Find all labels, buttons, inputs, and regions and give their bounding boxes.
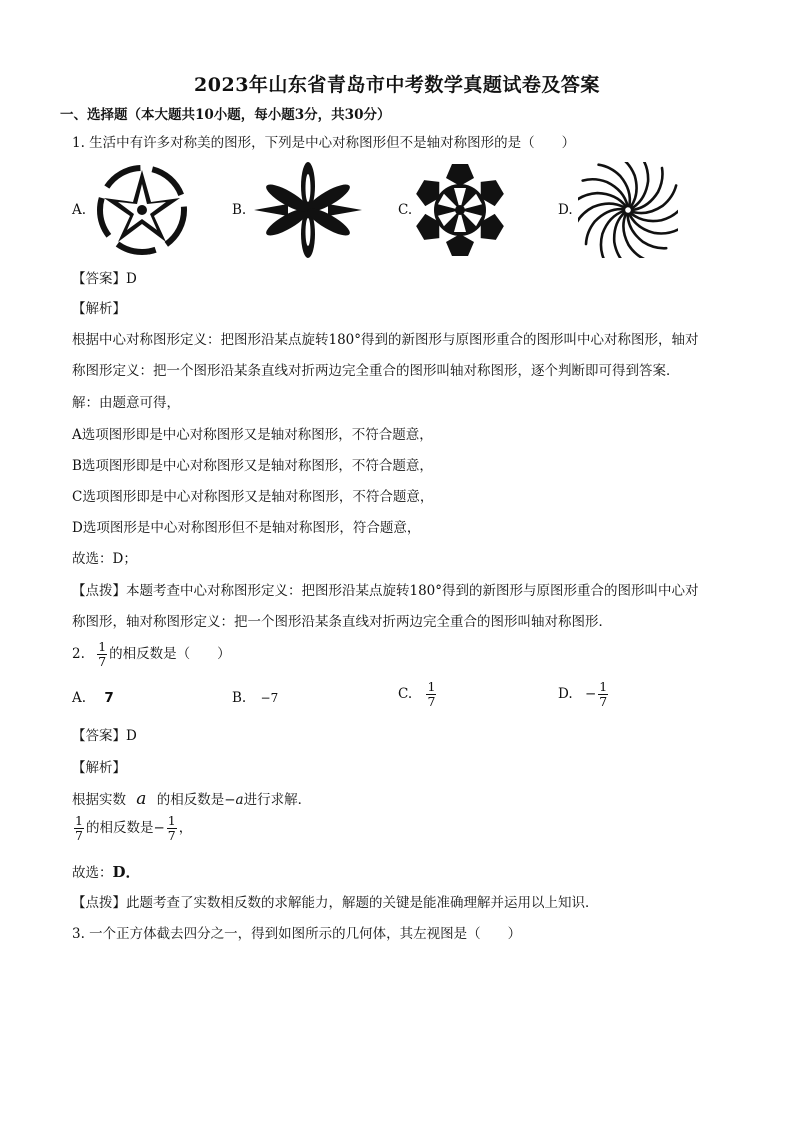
q1-choose: 故选：D；	[72, 551, 137, 567]
q1-analysis-line-2: 称图形定义：把一个图形沿某条直线对折两边完全重合的图形叫轴对称图形，逐个判断即可得到答案．	[72, 363, 680, 379]
q2-option-c: C. $\frac{1}{7}$	[398, 679, 436, 709]
q2-stem	[72, 640, 231, 669]
q1-option-a-label: A.	[72, 202, 87, 218]
q1-option-c-figure	[414, 162, 506, 258]
q1-option-b-figure	[252, 162, 364, 258]
q1-analysis-heading: 【解析】	[72, 301, 126, 317]
q1-point-line-1: 【点拨】本题考查中心对称图形定义：把图形沿某点旋转180°得到的新图形与原图形重合的图形叫中心对	[72, 583, 699, 599]
q2-option-a: A. 7	[72, 690, 114, 706]
q3-stem: 3. 一个正方体截去四分之一，得到如图所示的几何体，其左视图是（ ）	[72, 926, 522, 942]
q1-option-d-label: D.	[558, 202, 573, 218]
q2-answer: 【答案】D	[72, 728, 137, 744]
q2-number: 2.	[72, 646, 85, 662]
q2-analysis: 根据实数 a 的相反数是−a进行求解．	[72, 789, 312, 809]
q1-answer: 【答案】D	[72, 271, 137, 287]
q2-analysis-heading: 【解析】	[72, 760, 126, 776]
q2-option-b: B. −7	[232, 690, 279, 706]
q1-option-b-label: B.	[232, 202, 247, 218]
q2-option-d: D. − $\frac{1}{7}$	[558, 679, 608, 709]
q1-option-b-explain: B选项图形即是中心对称图形又是轴对称图形，不符合题意，	[72, 458, 433, 474]
q2-equation: $\frac{1}{7}$ 的相反数是− $\frac{1}{7}$ ，	[75, 813, 193, 843]
q1-option-a-explain: A选项图形即是中心对称图形又是轴对称图形，不符合题意，	[72, 427, 433, 443]
q1-point-line-2: 称图形，轴对称图形定义：把一个图形沿某条直线对折两边完全重合的图形叫轴对称图形．	[72, 614, 612, 630]
q1-stem: 1. 生活中有许多对称美的图形，下列是中心对称图形但不是轴对称图形的是（ ）	[72, 135, 576, 151]
q2-point: 【点拨】此题考查了实数相反数的求解能力，解题的关键是能准确理解并运用以上知识．	[72, 895, 599, 911]
q1-solve: 解：由题意可得，	[72, 395, 180, 411]
q1-option-c-label: C.	[398, 202, 413, 218]
q2-stem-tail: 的相反数是（ ）	[109, 646, 231, 662]
q1-option-c-explain: C选项图形即是中心对称图形又是轴对称图形，不符合题意，	[72, 489, 434, 505]
q1-option-d-figure	[578, 162, 678, 258]
q2-option-d-fraction: $\frac{1}{7}$	[599, 679, 608, 709]
page-title: 2023年山东省青岛市中考数学真题试卷及答案	[194, 74, 600, 96]
q2-choose: 故选：D．	[72, 863, 141, 881]
q1-analysis-line-1: 根据中心对称图形定义：把图形沿某点旋转180°得到的新图形与原图形重合的图形叫中心对称图形，轴对	[72, 332, 699, 348]
q1-option-d-explain: D选项图形是中心对称图形但不是轴对称图形，符合题意，	[72, 520, 421, 536]
q1-option-a-figure	[90, 162, 194, 258]
q2-option-c-fraction: $\frac{1}{7}$	[427, 679, 436, 709]
q2-fraction: $\frac{1}{7}$	[98, 639, 107, 669]
section-heading: 一、选择题（本大题共10小题，每小题3分，共30分）	[60, 107, 391, 123]
